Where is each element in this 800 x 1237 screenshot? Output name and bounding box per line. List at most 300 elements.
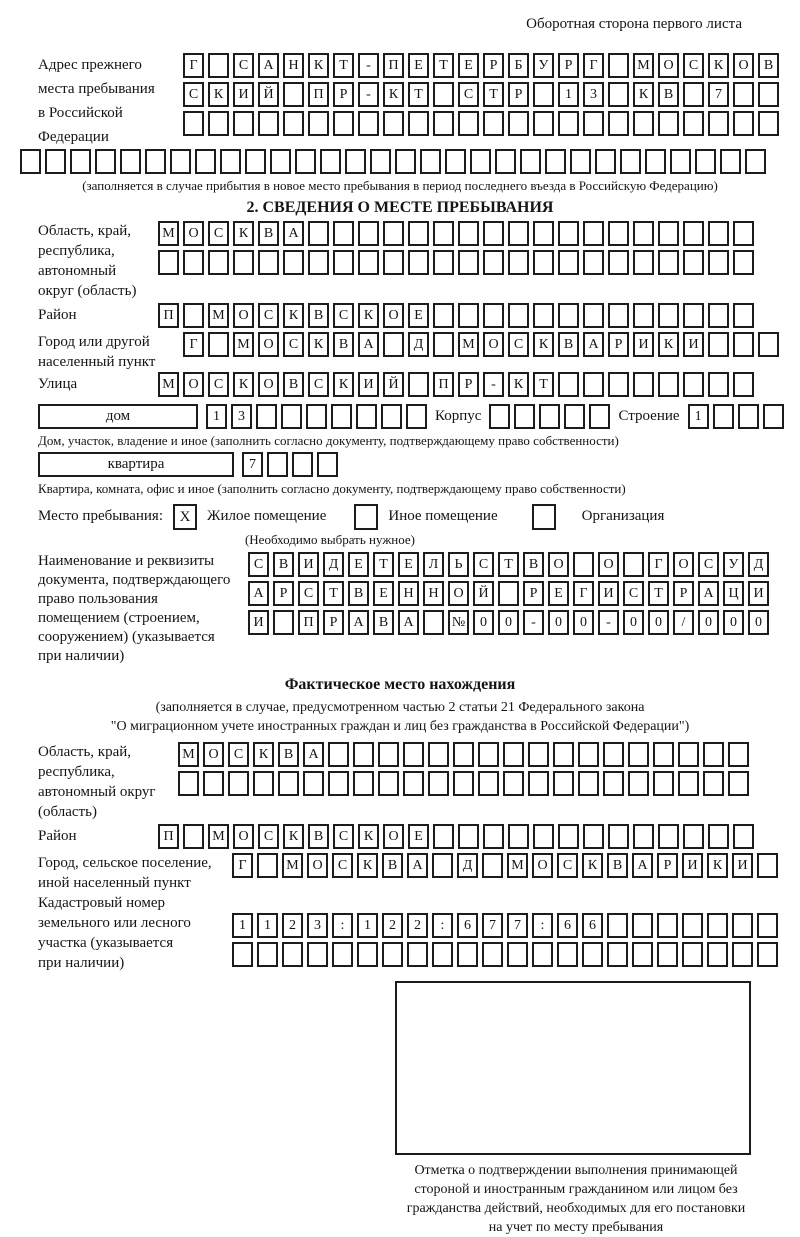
char-cell[interactable] <box>757 913 778 938</box>
char-cell[interactable] <box>583 250 604 275</box>
char-cell[interactable] <box>758 111 779 136</box>
char-cell[interactable]: Р <box>657 853 678 878</box>
char-cell[interactable] <box>633 372 654 397</box>
char-cell[interactable] <box>478 771 499 796</box>
char-cell[interactable] <box>607 942 628 967</box>
char-cell[interactable] <box>653 771 674 796</box>
char-cell[interactable]: С <box>258 303 279 328</box>
char-cell[interactable] <box>358 111 379 136</box>
char-cell[interactable] <box>553 742 574 767</box>
char-cell[interactable]: Т <box>433 53 454 78</box>
char-cell[interactable]: О <box>383 303 404 328</box>
char-cell[interactable] <box>458 111 479 136</box>
char-cell[interactable]: И <box>358 372 379 397</box>
char-cell[interactable]: 2 <box>407 913 428 938</box>
char-cell[interactable] <box>333 111 354 136</box>
char-cell[interactable] <box>733 111 754 136</box>
char-cell[interactable]: Й <box>473 581 494 606</box>
char-cell[interactable] <box>432 942 453 967</box>
char-cell[interactable] <box>670 149 691 174</box>
char-cell[interactable]: Д <box>408 332 429 357</box>
char-cell[interactable] <box>657 942 678 967</box>
char-cell[interactable] <box>608 303 629 328</box>
char-cell[interactable]: В <box>308 303 329 328</box>
char-cell[interactable] <box>458 303 479 328</box>
char-cell[interactable]: М <box>507 853 528 878</box>
char-cell[interactable]: К <box>283 824 304 849</box>
char-cell[interactable] <box>258 111 279 136</box>
char-cell[interactable] <box>383 332 404 357</box>
char-cell[interactable]: С <box>683 53 704 78</box>
char-cell[interactable] <box>208 53 229 78</box>
char-cell[interactable] <box>528 771 549 796</box>
char-cell[interactable] <box>732 942 753 967</box>
char-cell[interactable]: К <box>308 53 329 78</box>
char-cell[interactable] <box>478 742 499 767</box>
char-cell[interactable]: Р <box>673 581 694 606</box>
char-cell[interactable]: 0 <box>648 610 669 635</box>
char-cell[interactable] <box>233 111 254 136</box>
char-cell[interactable] <box>708 221 729 246</box>
char-cell[interactable]: 1 <box>232 913 253 938</box>
char-cell[interactable]: А <box>358 332 379 357</box>
char-cell[interactable] <box>503 771 524 796</box>
char-cell[interactable]: 7 <box>708 82 729 107</box>
char-cell[interactable]: М <box>208 824 229 849</box>
char-cell[interactable] <box>458 221 479 246</box>
char-cell[interactable] <box>278 771 299 796</box>
char-cell[interactable] <box>383 111 404 136</box>
char-cell[interactable]: М <box>233 332 254 357</box>
char-cell[interactable]: О <box>673 552 694 577</box>
char-cell[interactable] <box>395 149 416 174</box>
char-cell[interactable] <box>757 942 778 967</box>
char-cell[interactable]: О <box>258 372 279 397</box>
char-cell[interactable] <box>256 404 277 429</box>
char-cell[interactable] <box>508 824 529 849</box>
char-cell[interactable] <box>408 250 429 275</box>
char-cell[interactable]: В <box>658 82 679 107</box>
char-cell[interactable]: Д <box>457 853 478 878</box>
char-cell[interactable] <box>353 771 374 796</box>
char-cell[interactable] <box>282 942 303 967</box>
char-cell[interactable]: - <box>483 372 504 397</box>
char-cell[interactable] <box>232 942 253 967</box>
char-cell[interactable]: Г <box>573 581 594 606</box>
char-cell[interactable] <box>632 913 653 938</box>
char-cell[interactable] <box>578 771 599 796</box>
char-cell[interactable] <box>20 149 41 174</box>
char-cell[interactable] <box>533 824 554 849</box>
char-cell[interactable] <box>658 221 679 246</box>
char-cell[interactable]: О <box>483 332 504 357</box>
char-cell[interactable]: М <box>208 303 229 328</box>
char-cell[interactable] <box>608 250 629 275</box>
char-cell[interactable]: В <box>273 552 294 577</box>
char-cell[interactable]: К <box>233 221 254 246</box>
char-cell[interactable]: О <box>183 372 204 397</box>
char-cell[interactable] <box>528 742 549 767</box>
char-cell[interactable] <box>595 149 616 174</box>
char-cell[interactable] <box>433 221 454 246</box>
char-cell[interactable] <box>682 942 703 967</box>
char-cell[interactable] <box>303 771 324 796</box>
char-cell[interactable] <box>381 404 402 429</box>
char-cell[interactable]: П <box>433 372 454 397</box>
char-cell[interactable]: А <box>698 581 719 606</box>
char-cell[interactable]: М <box>633 53 654 78</box>
char-cell[interactable] <box>763 404 784 429</box>
char-cell[interactable]: О <box>532 853 553 878</box>
char-cell[interactable] <box>514 404 535 429</box>
char-cell[interactable] <box>120 149 141 174</box>
char-cell[interactable]: К <box>708 53 729 78</box>
char-cell[interactable] <box>332 942 353 967</box>
char-cell[interactable] <box>403 742 424 767</box>
char-cell[interactable] <box>45 149 66 174</box>
char-cell[interactable] <box>658 250 679 275</box>
char-cell[interactable] <box>453 771 474 796</box>
char-cell[interactable]: 0 <box>548 610 569 635</box>
char-cell[interactable] <box>258 250 279 275</box>
char-cell[interactable] <box>483 221 504 246</box>
char-cell[interactable] <box>707 942 728 967</box>
char-cell[interactable]: Г <box>183 332 204 357</box>
char-cell[interactable]: Р <box>608 332 629 357</box>
char-cell[interactable] <box>378 771 399 796</box>
char-cell[interactable] <box>683 250 704 275</box>
char-cell[interactable]: Г <box>183 53 204 78</box>
char-cell[interactable]: К <box>383 82 404 107</box>
char-cell[interactable]: Р <box>483 53 504 78</box>
char-cell[interactable] <box>195 149 216 174</box>
char-cell[interactable]: Р <box>523 581 544 606</box>
char-cell[interactable]: Е <box>408 53 429 78</box>
char-cell[interactable] <box>203 771 224 796</box>
char-cell[interactable] <box>507 942 528 967</box>
char-cell[interactable] <box>745 149 766 174</box>
char-cell[interactable] <box>433 332 454 357</box>
char-cell[interactable] <box>658 372 679 397</box>
char-cell[interactable] <box>281 404 302 429</box>
char-cell[interactable]: Ь <box>448 552 469 577</box>
char-cell[interactable] <box>533 250 554 275</box>
char-cell[interactable] <box>320 149 341 174</box>
char-cell[interactable] <box>308 250 329 275</box>
char-cell[interactable] <box>353 742 374 767</box>
char-cell[interactable]: Н <box>423 581 444 606</box>
char-cell[interactable] <box>708 303 729 328</box>
char-cell[interactable]: К <box>253 742 274 767</box>
char-cell[interactable] <box>645 149 666 174</box>
char-cell[interactable]: - <box>523 610 544 635</box>
char-cell[interactable]: С <box>283 332 304 357</box>
char-cell[interactable]: О <box>383 824 404 849</box>
char-cell[interactable] <box>283 250 304 275</box>
char-cell[interactable]: Р <box>558 53 579 78</box>
checkbox-residential[interactable]: X <box>173 504 197 530</box>
char-cell[interactable] <box>633 221 654 246</box>
char-cell[interactable]: С <box>458 82 479 107</box>
char-cell[interactable] <box>633 303 654 328</box>
char-cell[interactable]: И <box>732 853 753 878</box>
char-cell[interactable] <box>628 771 649 796</box>
char-cell[interactable] <box>632 942 653 967</box>
char-cell[interactable]: И <box>598 581 619 606</box>
char-cell[interactable] <box>470 149 491 174</box>
char-cell[interactable] <box>608 82 629 107</box>
char-cell[interactable] <box>508 250 529 275</box>
char-cell[interactable]: Е <box>373 581 394 606</box>
char-cell[interactable] <box>423 610 444 635</box>
char-cell[interactable]: Т <box>323 581 344 606</box>
char-cell[interactable]: К <box>333 372 354 397</box>
char-cell[interactable]: 1 <box>257 913 278 938</box>
char-cell[interactable]: Р <box>273 581 294 606</box>
char-cell[interactable]: Т <box>533 372 554 397</box>
char-cell[interactable]: А <box>283 221 304 246</box>
char-cell[interactable] <box>458 250 479 275</box>
char-cell[interactable] <box>558 372 579 397</box>
char-cell[interactable]: Д <box>748 552 769 577</box>
char-cell[interactable] <box>558 221 579 246</box>
char-cell[interactable]: О <box>233 824 254 849</box>
char-cell[interactable]: Н <box>283 53 304 78</box>
char-cell[interactable] <box>333 250 354 275</box>
char-cell[interactable]: В <box>382 853 403 878</box>
char-cell[interactable] <box>408 111 429 136</box>
char-cell[interactable]: О <box>658 53 679 78</box>
char-cell[interactable] <box>633 824 654 849</box>
char-cell[interactable] <box>658 303 679 328</box>
char-cell[interactable] <box>95 149 116 174</box>
char-cell[interactable]: 0 <box>723 610 744 635</box>
char-cell[interactable] <box>728 742 749 767</box>
char-cell[interactable] <box>508 303 529 328</box>
char-cell[interactable] <box>733 303 754 328</box>
char-cell[interactable] <box>628 742 649 767</box>
char-cell[interactable]: М <box>178 742 199 767</box>
char-cell[interactable]: К <box>658 332 679 357</box>
char-cell[interactable] <box>708 824 729 849</box>
char-cell[interactable]: 0 <box>623 610 644 635</box>
char-cell[interactable] <box>583 372 604 397</box>
char-cell[interactable]: Г <box>583 53 604 78</box>
char-cell[interactable]: К <box>508 372 529 397</box>
char-cell[interactable] <box>328 771 349 796</box>
char-cell[interactable]: В <box>348 581 369 606</box>
char-cell[interactable]: Т <box>333 53 354 78</box>
char-cell[interactable]: 0 <box>573 610 594 635</box>
checkbox-other-premise[interactable] <box>354 504 378 530</box>
char-cell[interactable]: Е <box>348 552 369 577</box>
char-cell[interactable]: К <box>633 82 654 107</box>
char-cell[interactable]: 0 <box>473 610 494 635</box>
char-cell[interactable] <box>257 853 278 878</box>
char-cell[interactable]: И <box>633 332 654 357</box>
char-cell[interactable] <box>453 742 474 767</box>
char-cell[interactable] <box>482 942 503 967</box>
char-cell[interactable] <box>283 111 304 136</box>
char-cell[interactable] <box>70 149 91 174</box>
char-cell[interactable] <box>583 824 604 849</box>
char-cell[interactable]: Т <box>483 82 504 107</box>
char-cell[interactable]: Г <box>232 853 253 878</box>
char-cell[interactable] <box>564 404 585 429</box>
char-cell[interactable] <box>539 404 560 429</box>
char-cell[interactable] <box>733 221 754 246</box>
char-cell[interactable]: А <box>632 853 653 878</box>
char-cell[interactable] <box>683 372 704 397</box>
char-cell[interactable] <box>608 221 629 246</box>
char-cell[interactable] <box>283 82 304 107</box>
char-cell[interactable] <box>295 149 316 174</box>
char-cell[interactable]: 2 <box>282 913 303 938</box>
char-cell[interactable] <box>703 771 724 796</box>
char-cell[interactable] <box>532 942 553 967</box>
char-cell[interactable]: 0 <box>698 610 719 635</box>
char-cell[interactable] <box>732 913 753 938</box>
char-cell[interactable] <box>183 111 204 136</box>
char-cell[interactable]: С <box>333 303 354 328</box>
char-cell[interactable]: К <box>533 332 554 357</box>
char-cell[interactable] <box>357 942 378 967</box>
char-cell[interactable]: К <box>308 332 329 357</box>
char-cell[interactable]: В <box>333 332 354 357</box>
char-cell[interactable] <box>533 82 554 107</box>
char-cell[interactable] <box>408 221 429 246</box>
char-cell[interactable]: А <box>348 610 369 635</box>
char-cell[interactable]: № <box>448 610 469 635</box>
char-cell[interactable] <box>658 111 679 136</box>
char-cell[interactable] <box>583 303 604 328</box>
char-cell[interactable] <box>495 149 516 174</box>
char-cell[interactable] <box>333 221 354 246</box>
char-cell[interactable]: С <box>623 581 644 606</box>
char-cell[interactable]: 3 <box>307 913 328 938</box>
char-cell[interactable] <box>170 149 191 174</box>
char-cell[interactable] <box>533 221 554 246</box>
char-cell[interactable]: Т <box>373 552 394 577</box>
char-cell[interactable] <box>308 111 329 136</box>
char-cell[interactable] <box>245 149 266 174</box>
char-cell[interactable]: Й <box>258 82 279 107</box>
char-cell[interactable]: С <box>183 82 204 107</box>
char-cell[interactable]: С <box>333 824 354 849</box>
char-cell[interactable] <box>503 742 524 767</box>
char-cell[interactable] <box>407 942 428 967</box>
char-cell[interactable]: 7 <box>507 913 528 938</box>
char-cell[interactable] <box>408 372 429 397</box>
char-cell[interactable] <box>445 149 466 174</box>
char-cell[interactable] <box>553 771 574 796</box>
char-cell[interactable] <box>253 771 274 796</box>
char-cell[interactable]: М <box>458 332 479 357</box>
char-cell[interactable]: А <box>583 332 604 357</box>
char-cell[interactable] <box>208 111 229 136</box>
char-cell[interactable] <box>533 111 554 136</box>
char-cell[interactable]: Н <box>398 581 419 606</box>
char-cell[interactable]: С <box>208 372 229 397</box>
char-cell[interactable] <box>678 771 699 796</box>
char-cell[interactable] <box>623 552 644 577</box>
char-cell[interactable]: Б <box>508 53 529 78</box>
char-cell[interactable] <box>683 824 704 849</box>
char-cell[interactable]: А <box>303 742 324 767</box>
char-cell[interactable]: : <box>532 913 553 938</box>
char-cell[interactable] <box>608 372 629 397</box>
char-cell[interactable] <box>457 942 478 967</box>
char-cell[interactable]: О <box>733 53 754 78</box>
char-cell[interactable]: Т <box>648 581 669 606</box>
char-cell[interactable] <box>620 149 641 174</box>
char-cell[interactable] <box>257 942 278 967</box>
char-cell[interactable]: Г <box>648 552 669 577</box>
char-cell[interactable] <box>683 82 704 107</box>
char-cell[interactable]: Р <box>458 372 479 397</box>
char-cell[interactable] <box>578 742 599 767</box>
char-cell[interactable] <box>306 404 327 429</box>
char-cell[interactable]: 1 <box>357 913 378 938</box>
char-cell[interactable]: Р <box>323 610 344 635</box>
char-cell[interactable] <box>570 149 591 174</box>
char-cell[interactable] <box>583 221 604 246</box>
char-cell[interactable]: К <box>358 303 379 328</box>
char-cell[interactable]: 0 <box>748 610 769 635</box>
char-cell[interactable]: У <box>723 552 744 577</box>
char-cell[interactable] <box>708 111 729 136</box>
char-cell[interactable]: Е <box>458 53 479 78</box>
char-cell[interactable]: К <box>233 372 254 397</box>
char-cell[interactable] <box>208 250 229 275</box>
char-cell[interactable] <box>608 53 629 78</box>
char-cell[interactable]: 2 <box>382 913 403 938</box>
char-cell[interactable] <box>428 771 449 796</box>
char-cell[interactable]: С <box>208 221 229 246</box>
char-cell[interactable] <box>558 111 579 136</box>
char-cell[interactable] <box>758 332 779 357</box>
char-cell[interactable]: Е <box>408 824 429 849</box>
char-cell[interactable] <box>382 942 403 967</box>
char-cell[interactable]: К <box>357 853 378 878</box>
char-cell[interactable] <box>433 303 454 328</box>
char-cell[interactable] <box>183 824 204 849</box>
char-cell[interactable] <box>458 824 479 849</box>
char-cell[interactable] <box>678 742 699 767</box>
char-cell[interactable] <box>733 824 754 849</box>
char-cell[interactable]: - <box>358 53 379 78</box>
char-cell[interactable]: О <box>203 742 224 767</box>
char-cell[interactable] <box>583 111 604 136</box>
char-cell[interactable] <box>317 452 338 477</box>
char-cell[interactable]: - <box>358 82 379 107</box>
char-cell[interactable] <box>292 452 313 477</box>
char-cell[interactable]: Л <box>423 552 444 577</box>
char-cell[interactable]: 6 <box>582 913 603 938</box>
char-cell[interactable] <box>733 372 754 397</box>
char-cell[interactable] <box>358 250 379 275</box>
char-cell[interactable]: И <box>683 332 704 357</box>
char-cell[interactable]: 6 <box>457 913 478 938</box>
char-cell[interactable]: Е <box>408 303 429 328</box>
char-cell[interactable] <box>483 111 504 136</box>
char-cell[interactable] <box>533 303 554 328</box>
char-cell[interactable]: / <box>673 610 694 635</box>
char-cell[interactable] <box>508 221 529 246</box>
char-cell[interactable]: Ц <box>723 581 744 606</box>
char-cell[interactable]: О <box>448 581 469 606</box>
char-cell[interactable] <box>307 942 328 967</box>
